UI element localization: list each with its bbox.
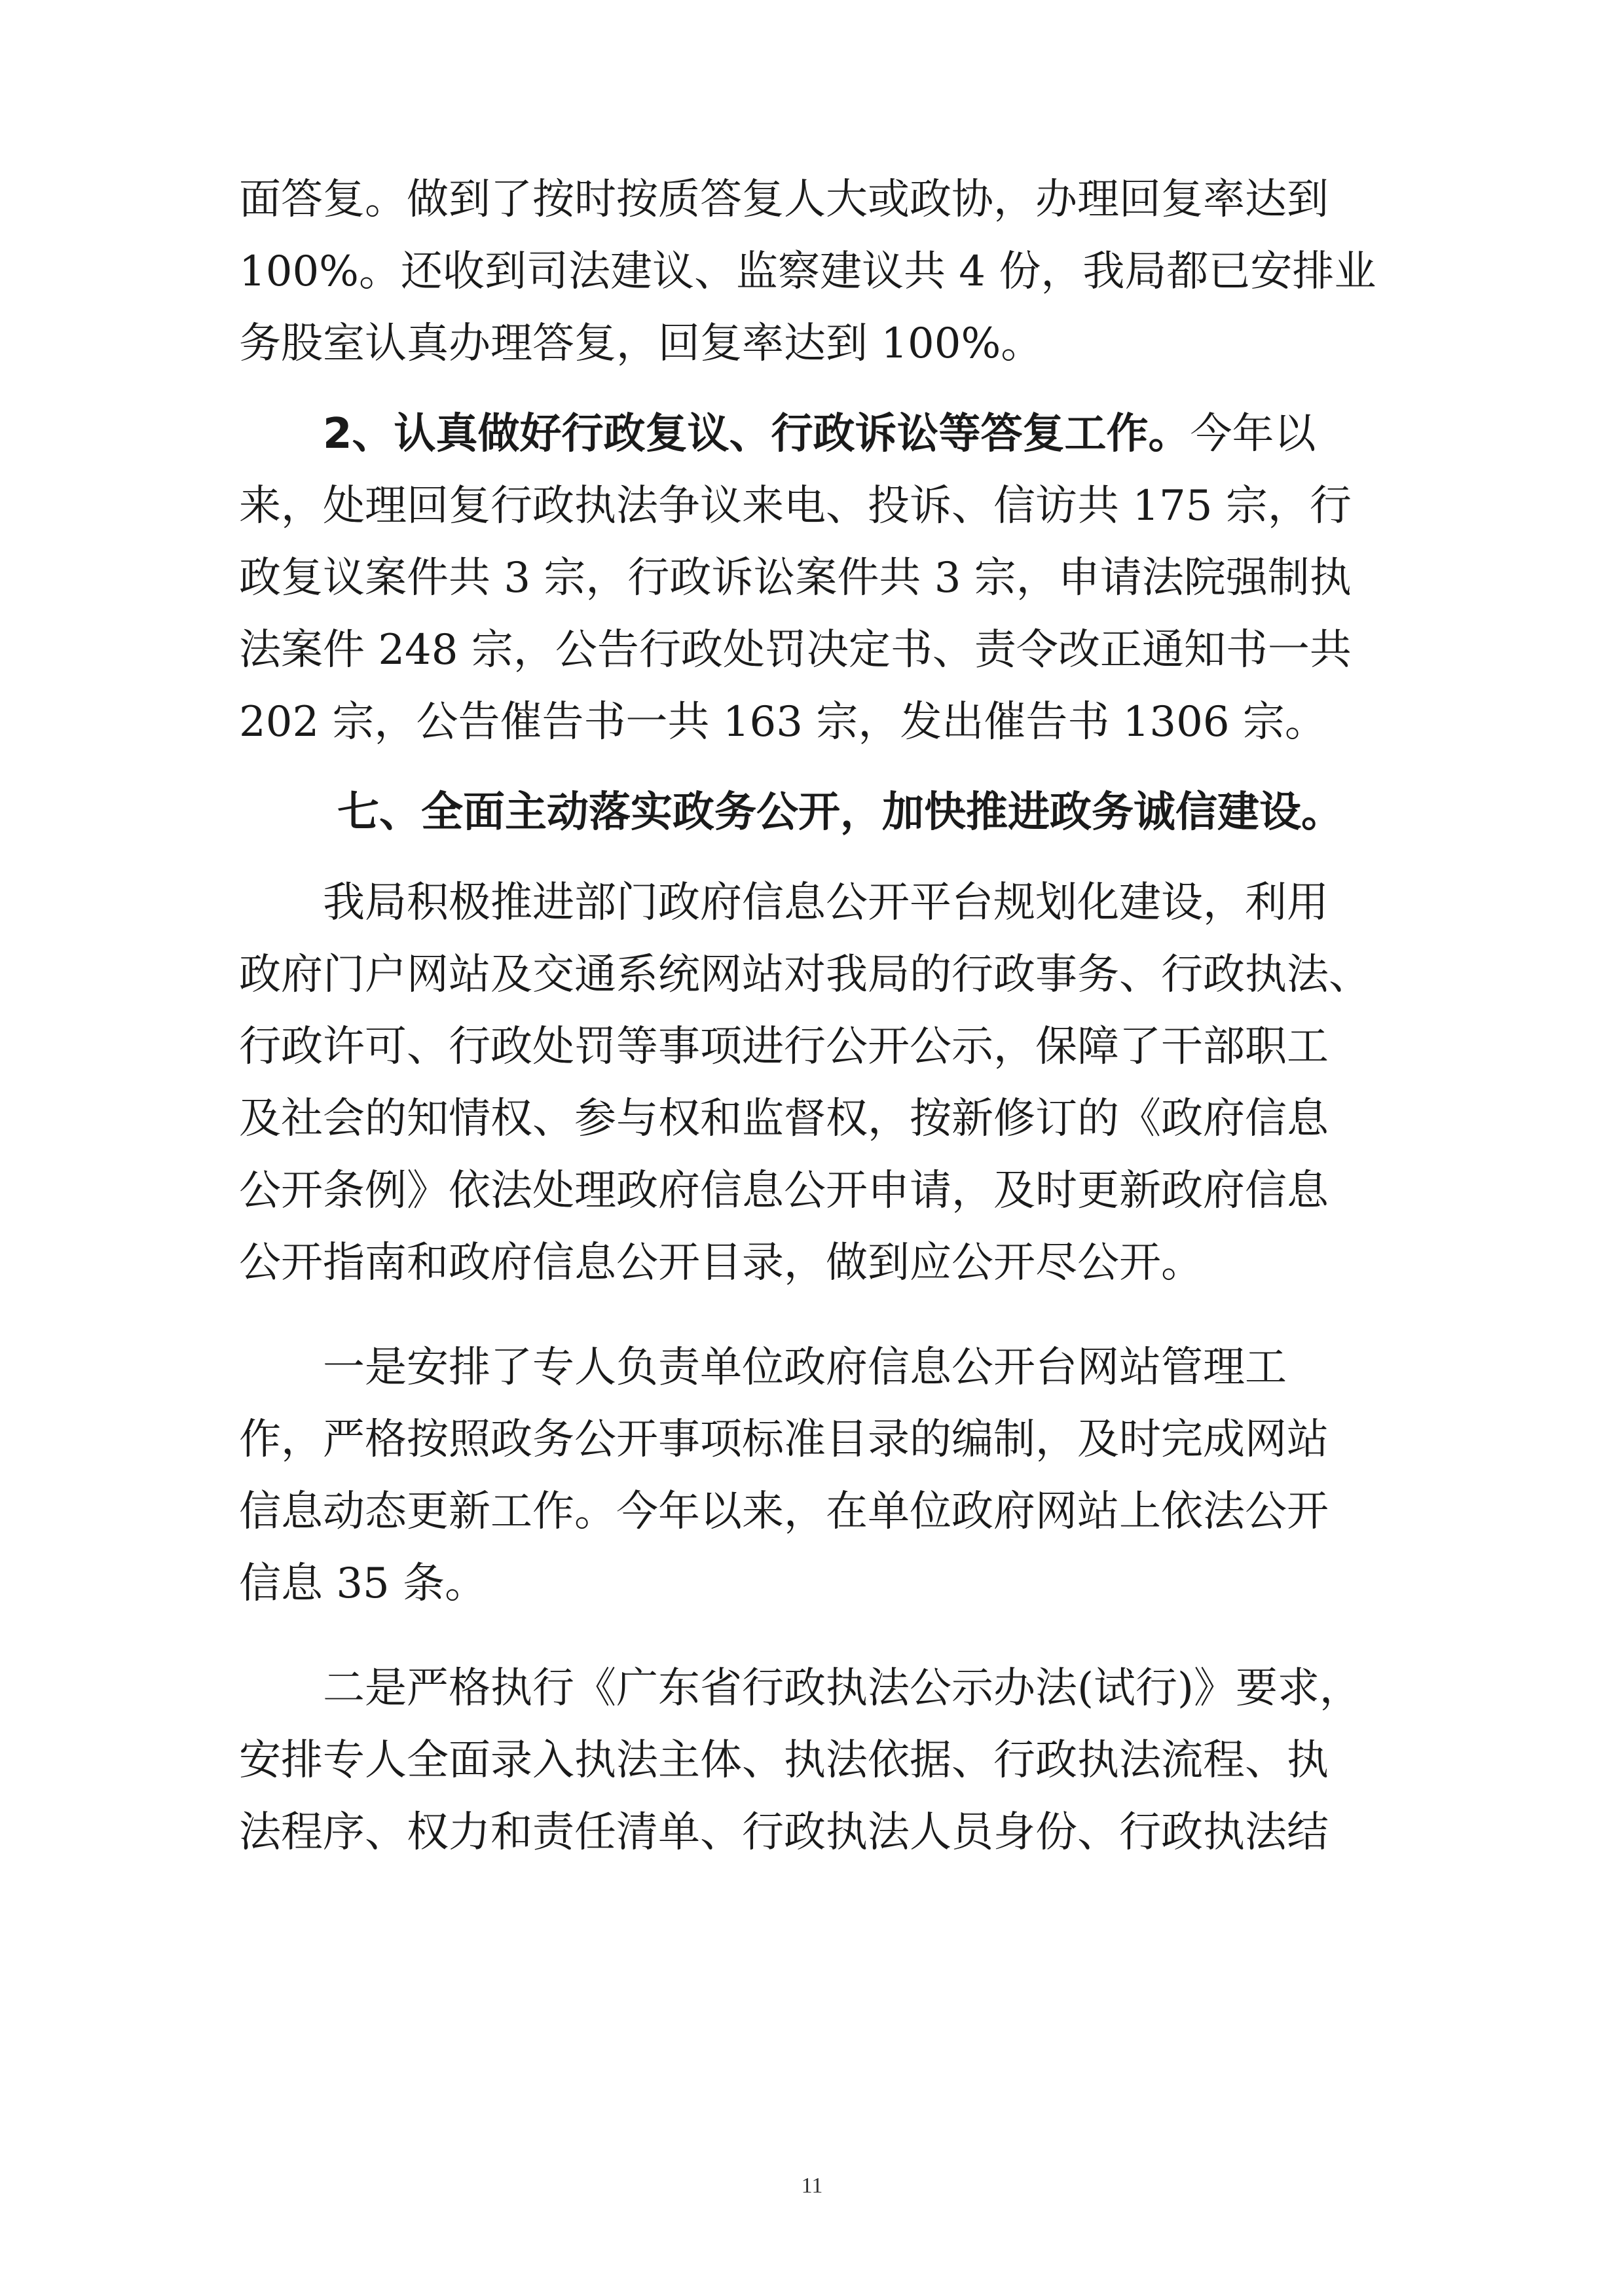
item-2-first-line [239, 398, 1411, 470]
item-2-lead-rest: 今年以 [1190, 410, 1316, 458]
section-heading: 七、全面主动落实政务公开，加快推进政务诚信建设。 [337, 788, 1343, 837]
paragraph-line: 行政许可、行政处罚等事项进行公开公示，保障了干部职工 [239, 1023, 1329, 1071]
paragraph-line: 二是严格执行《广东省行政执法公示办法(试行)》要求， [323, 1664, 1361, 1713]
paragraph-line: 一是安排了专人负责单位政府信息公开台网站管理工 [323, 1343, 1287, 1392]
item-2-bold-lead: 2、认真做好行政复议、行政诉讼等答复工作。 [323, 410, 1190, 458]
paragraph-line: 作，严格按照政务公开事项标准目录的编制，及时完成网站 [239, 1415, 1329, 1464]
paragraph-line: 来，处理回复行政执法争议来电、投诉、信访共 175 宗，行 [239, 482, 1352, 530]
paragraph-line: 202 宗，公告催告书一共 163 宗，发出催告书 1306 宗。 [239, 698, 1327, 746]
paragraph-line: 信息动态更新工作。今年以来，在单位政府网站上依法公开 [239, 1487, 1329, 1536]
body-text [239, 164, 1411, 1868]
paragraph-line: 信息 35 条。 [239, 1559, 487, 1608]
paragraph-line: 法程序、权力和责任清单、行政执法人员身份、行政执法结 [239, 1808, 1329, 1857]
paragraph-line: 公开条例》依法处理政府信息公开申请，及时更新政府信息 [239, 1167, 1329, 1215]
paragraph-line: 政府门户网站及交通系统网站对我局的行政事务、行政执法、 [239, 951, 1371, 999]
paragraph-line: 我局积极推进部门政府信息公开平台规划化建设，利用 [323, 879, 1329, 927]
paragraph-line: 面答复。做到了按时按质答复人大或政协，办理回复率达到 [239, 175, 1329, 224]
paragraph-line: 政复议案件共 3 宗，行政诉讼案件共 3 宗，申请法院强制执 [239, 554, 1352, 602]
paragraph-line: 100%。还收到司法建议、监察建议共 4 份，我局都已安排业 [239, 247, 1376, 296]
paragraph-line: 公开指南和政府信息公开目录，做到应公开尽公开。 [239, 1239, 1203, 1287]
page-number: 11 [801, 2174, 823, 2198]
paragraph-line: 法案件 248 宗，公告行政处罚决定书、责令改正通知书一共 [239, 626, 1352, 674]
paragraph-line: 及社会的知情权、参与权和监督权，按新修订的《政府信息 [239, 1095, 1329, 1143]
paragraph-line: 务股室认真办理答复，回复率达到 100%。 [239, 319, 1043, 368]
paragraph-line: 安排专人全面录入执法主体、执法依据、行政执法流程、执 [239, 1736, 1329, 1785]
